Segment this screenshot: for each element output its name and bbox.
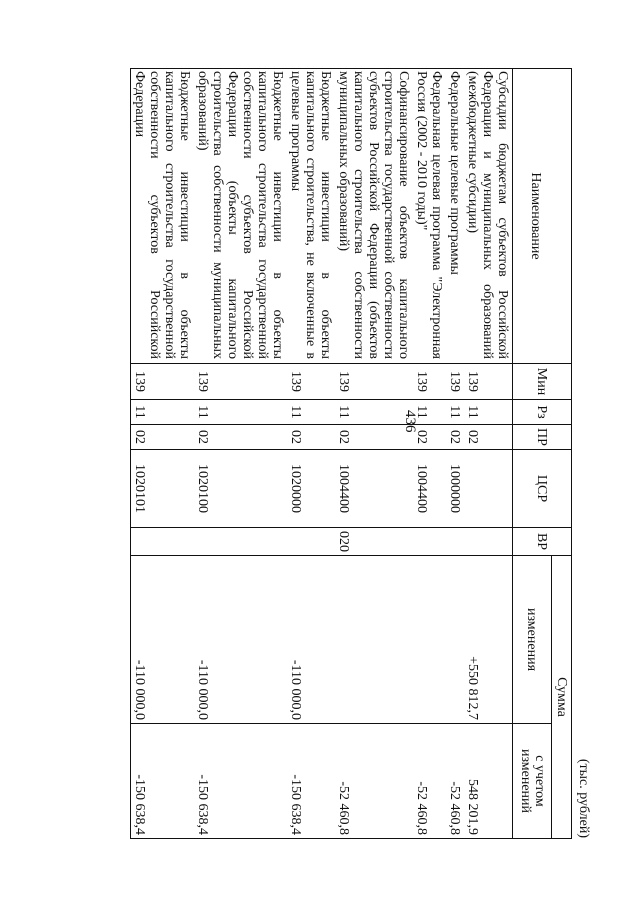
cell-rz: 11	[464, 400, 513, 425]
cell-with-change: -52 460,8	[413, 724, 446, 839]
cell-vr	[131, 528, 195, 556]
cell-with-change: -52 460,8	[335, 724, 413, 839]
cell-with-change: -150 638,4	[287, 724, 335, 839]
cell-rz: 11	[287, 400, 335, 425]
table-row	[194, 69, 287, 839]
cell-change	[413, 556, 446, 724]
cell-pr: 02	[194, 425, 287, 450]
cell-vr	[287, 528, 335, 556]
cell-min: 139	[413, 364, 446, 400]
cell-name: Бюджетные инвестиции в объекты капитального строительства государственной собственности субъектов Российской Федерации	[131, 69, 195, 364]
cell-rz: 11	[194, 400, 287, 425]
table-row	[131, 69, 195, 839]
cell-name: Федеральные целевые программы	[446, 69, 464, 364]
cell-with-change: -52 460,8	[446, 724, 464, 839]
header-vr: ВР	[513, 528, 572, 556]
cell-min: 139	[464, 364, 513, 400]
cell-csr: 1000000	[446, 450, 464, 528]
cell-min: 139	[194, 364, 287, 400]
cell-rz: 11	[335, 400, 413, 425]
table-row	[335, 69, 413, 839]
cell-csr: 1020101	[131, 450, 195, 528]
cell-pr: 02	[464, 425, 513, 450]
cell-rz: 11	[446, 400, 464, 425]
cell-name: Федеральная целевая программа "Электронная Россия (2002 - 2010 годы)"	[413, 69, 446, 364]
cell-change	[446, 556, 464, 724]
cell-csr: 1004400	[335, 450, 413, 528]
cell-with-change: -150 638,4	[194, 724, 287, 839]
cell-pr: 02	[446, 425, 464, 450]
header-with-change: с учетом изменений	[513, 724, 552, 839]
cell-change	[335, 556, 413, 724]
units-note: (тыс. рублей)	[576, 758, 591, 838]
header-change: изменения	[513, 556, 552, 724]
cell-vr	[446, 528, 464, 556]
cell-min: 139	[446, 364, 464, 400]
header-min: Мин	[513, 364, 572, 400]
cell-name: Бюджетные инвестиции в объекты капитального строительства, не включенные в целевые программы	[287, 69, 335, 364]
cell-with-change: 548 201,9	[464, 724, 513, 839]
table-row	[413, 69, 446, 839]
table-row	[464, 69, 513, 839]
cell-name: Субсидии бюджетам субъектов Российской Федерации и муниципальных образований (межбюджетные субсидии)	[464, 69, 513, 364]
table-row	[287, 69, 335, 839]
cell-csr: 1004400	[413, 450, 446, 528]
cell-min: 139	[131, 364, 195, 400]
cell-change: -110 000,0	[131, 556, 195, 724]
header-pr: ПР	[513, 425, 572, 450]
cell-rz: 11	[131, 400, 195, 425]
rotated-page-content	[132, 68, 591, 838]
header-name: Наименование	[513, 69, 572, 364]
cell-pr: 02	[413, 425, 446, 450]
cell-min: 139	[287, 364, 335, 400]
cell-csr: 1020100	[194, 450, 287, 528]
page-number: 436	[402, 410, 418, 433]
cell-vr	[194, 528, 287, 556]
cell-change: -110 000,0	[194, 556, 287, 724]
cell-name: Софинансирование объектов капитального строительства государственной собственности субъектов Российской Федерации (объектов капитального строительства собственности муниципальных образований)	[335, 69, 413, 364]
cell-pr: 02	[131, 425, 195, 450]
budget-table	[130, 68, 572, 839]
cell-pr: 02	[335, 425, 413, 450]
cell-pr: 02	[287, 425, 335, 450]
cell-vr	[464, 528, 513, 556]
cell-min: 139	[335, 364, 413, 400]
cell-vr	[413, 528, 446, 556]
table-row	[446, 69, 464, 839]
cell-rz: 11	[413, 400, 446, 425]
header-csr: ЦСР	[513, 450, 572, 528]
cell-csr: 1020000	[287, 450, 335, 528]
header-rz: Рз	[513, 400, 572, 425]
table-body	[131, 69, 513, 839]
cell-with-change: -150 638,4	[131, 724, 195, 839]
cell-change: +550 812,7	[464, 556, 513, 724]
cell-vr: 020	[335, 528, 413, 556]
cell-change: -110 000,0	[287, 556, 335, 724]
cell-name: Бюджетные инвестиции в объекты капитального строительства государственной собственности субъектов Российской Федерации (объекты капитального строительства собственности муниципальных образований)	[194, 69, 287, 364]
table-header	[513, 69, 572, 839]
cell-csr	[464, 450, 513, 528]
header-sum: Сумма	[552, 556, 572, 839]
